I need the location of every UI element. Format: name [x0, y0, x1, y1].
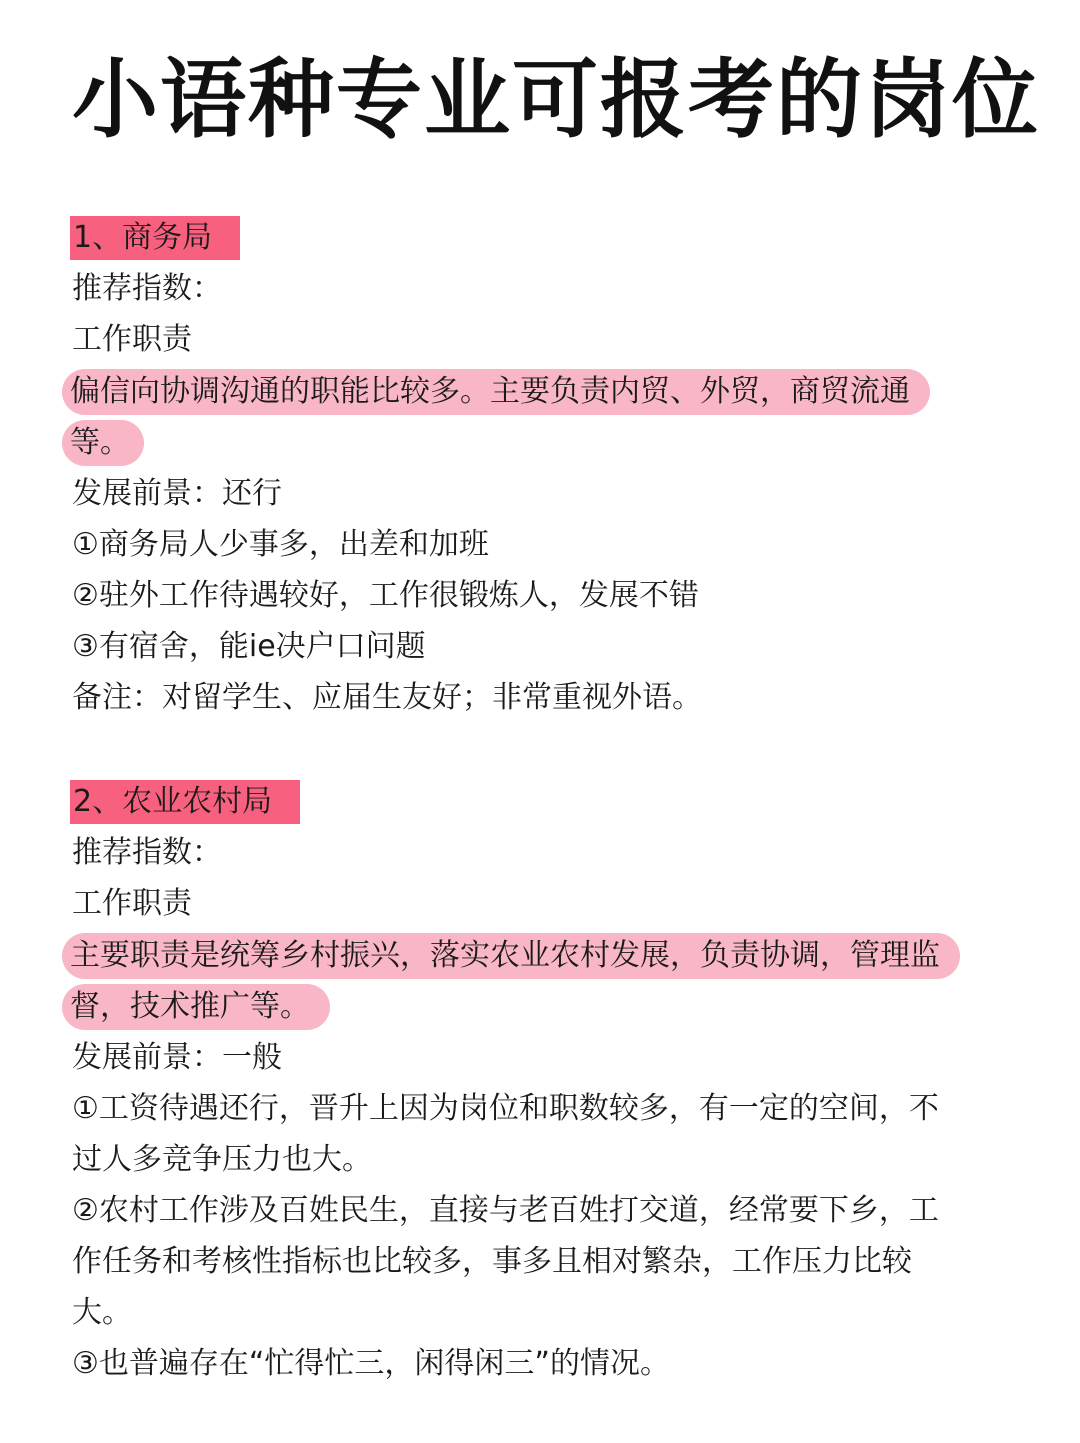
note-text: 备注：对留学生、应届生友好；非常重视外语。: [72, 680, 702, 715]
duty-label: 工作职责: [72, 322, 192, 357]
duty-highlight-line: 主要职责是统筹乡村振兴，落实农业农村发展，负责协调，管理监: [62, 933, 960, 979]
section-heading-agriculture-bureau: 2、农业农村局: [70, 780, 300, 824]
prospect-text: 发展前景：一般: [72, 1040, 282, 1075]
point-item: ①商务局人少事多，出差和加班: [72, 527, 489, 562]
duty-highlight-line: 督，技术推广等。: [62, 984, 330, 1030]
point-item: 作任务和考核性指标也比较多，事多且相对繁杂，工作压力比较: [72, 1244, 912, 1279]
point-item: ③有宿舍，能ie决户口问题: [72, 629, 426, 664]
duty-highlight-line: 偏信向协调沟通的职能比较多。主要负责内贸、外贸，商贸流通: [62, 369, 930, 415]
duty-highlight-line: 等。: [62, 420, 144, 466]
point-item: ①工资待遇还行，晋升上因为岗位和职数较多，有一定的空间，不: [72, 1091, 939, 1126]
point-item: ③也普遍存在“忙得忙三，闲得闲三”的情况。: [72, 1346, 670, 1381]
page-title: 小语种专业可报考的岗位: [72, 50, 1040, 150]
recommend-label: 推荐指数：: [72, 835, 222, 870]
point-item: ②驻外工作待遇较好，工作很锻炼人，发展不错: [72, 578, 699, 613]
duty-label: 工作职责: [72, 886, 192, 921]
section-heading-commerce-bureau: 1、商务局: [70, 216, 240, 260]
point-item: ②农村工作涉及百姓民生，直接与老百姓打交道，经常要下乡，工: [72, 1193, 939, 1228]
point-item: 大。: [72, 1295, 132, 1330]
prospect-text: 发展前景：还行: [72, 476, 282, 511]
recommend-label: 推荐指数：: [72, 271, 222, 306]
point-item: 过人多竞争压力也大。: [72, 1142, 372, 1177]
